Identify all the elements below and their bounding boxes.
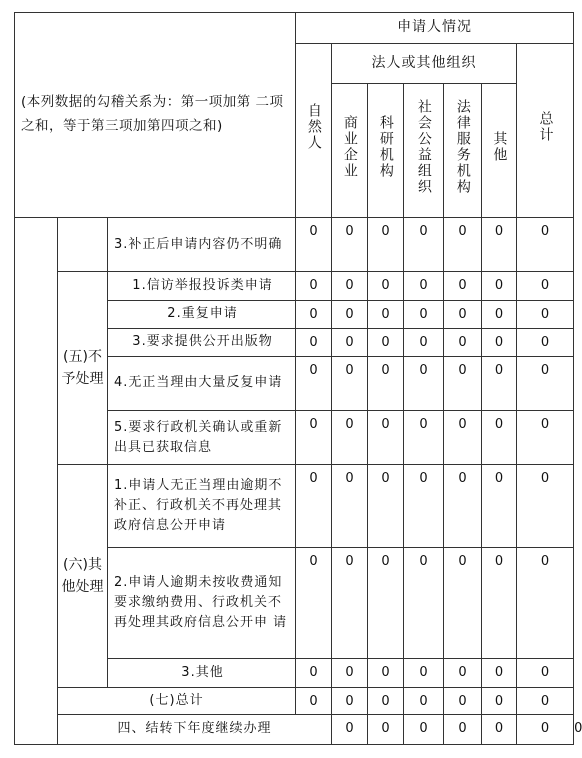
cell-value: 0 bbox=[296, 328, 332, 356]
statistics-table bbox=[14, 12, 582, 745]
row-label: 3.其他 bbox=[108, 659, 296, 687]
cell-value: 0 bbox=[517, 547, 574, 659]
cell-value: 0 bbox=[444, 465, 482, 547]
cell-value: 0 bbox=[444, 547, 482, 659]
cell-value: 0 bbox=[444, 714, 482, 744]
table-row bbox=[15, 218, 574, 272]
cell-value: 0 bbox=[404, 272, 444, 300]
cell-value: 0 bbox=[517, 714, 574, 744]
cell-value: 0 bbox=[296, 411, 332, 465]
cell-value: 0 bbox=[482, 356, 517, 410]
cell-value: 0 bbox=[482, 714, 517, 744]
cell-value: 0 bbox=[482, 328, 517, 356]
cell-value: 0 bbox=[517, 272, 574, 300]
cell-value: 0 bbox=[404, 356, 444, 410]
table-row bbox=[15, 272, 574, 300]
carry-over-label: 四、结转下年度继续办理 bbox=[58, 714, 332, 744]
cell-value: 0 bbox=[368, 218, 404, 272]
row-label: 1.申请人无正当理由逾期不补正、行政机关不再处理其政府信息公开申请 bbox=[108, 465, 296, 547]
left-blank-cell bbox=[15, 218, 58, 745]
cell-value: 0 bbox=[404, 218, 444, 272]
cell-value: 0 bbox=[296, 272, 332, 300]
cell-value: 0 bbox=[332, 659, 368, 687]
cell-value: 0 bbox=[404, 411, 444, 465]
cell-value: 0 bbox=[517, 356, 574, 410]
total-header: 总计 bbox=[517, 44, 574, 218]
cell-value: 0 bbox=[517, 659, 574, 687]
table-row: 四、结转下年度继续办理 0 0 0 0 0 0 0 bbox=[15, 714, 574, 744]
cell-value: 0 bbox=[296, 300, 332, 328]
cell-value: 0 bbox=[332, 356, 368, 410]
group-label-5: (五)不予处理 bbox=[58, 272, 108, 465]
cell-value: 0 bbox=[444, 356, 482, 410]
applicant-situation-header: 申请人情况 bbox=[296, 13, 574, 44]
legal-services-header: 法律服务机构 bbox=[444, 84, 482, 218]
cell-value: 0 bbox=[368, 659, 404, 687]
cell-value: 0 bbox=[517, 218, 574, 272]
row-label: 4.无正当理由大量反复申请 bbox=[108, 356, 296, 410]
cell-value: 0 bbox=[368, 714, 404, 744]
cell-value: 0 bbox=[482, 687, 517, 714]
cell-value: 0 bbox=[296, 465, 332, 547]
cell-value: 0 bbox=[444, 218, 482, 272]
cell-value: 0 bbox=[332, 328, 368, 356]
row-label: 2.重复申请 bbox=[108, 300, 296, 328]
cell-value: 0 bbox=[332, 218, 368, 272]
cell-value: 0 bbox=[444, 411, 482, 465]
cell-value: 0 bbox=[517, 687, 574, 714]
table-row bbox=[15, 465, 574, 547]
cell-value: 0 bbox=[332, 272, 368, 300]
cell-value: 0 bbox=[332, 714, 368, 744]
cell-value: 0 bbox=[517, 411, 574, 465]
cell-value: 0 bbox=[482, 411, 517, 465]
cell-value: 0 bbox=[444, 687, 482, 714]
cell-value: 0 bbox=[332, 547, 368, 659]
cell-value: 0 bbox=[482, 659, 517, 687]
row-label: 3.补正后申请内容仍不明确 bbox=[108, 218, 296, 272]
table-row bbox=[15, 687, 574, 714]
relation-note: (本列数据的勾稽关系为：第一项加第 二项之和，等于第三项加第四项之和) bbox=[15, 13, 296, 218]
cell-value: 0 bbox=[482, 300, 517, 328]
research-header: 科研机构 bbox=[368, 84, 404, 218]
legal-group-header: 法人或其他组织 bbox=[332, 44, 517, 84]
cell-value: 0 bbox=[368, 356, 404, 410]
row-label: 3.要求提供公开出版物 bbox=[108, 328, 296, 356]
cell-value: 0 bbox=[482, 218, 517, 272]
cell-value: 0 bbox=[404, 300, 444, 328]
cell-value: 0 bbox=[368, 547, 404, 659]
cell-value: 0 bbox=[368, 687, 404, 714]
cell-value: 0 bbox=[517, 300, 574, 328]
cell-value: 0 bbox=[404, 465, 444, 547]
cell-value: 0 bbox=[404, 547, 444, 659]
cell-value: 0 bbox=[404, 687, 444, 714]
cell-value: 0 bbox=[368, 465, 404, 547]
social-welfare-header: 社会公益组织 bbox=[404, 84, 444, 218]
cell-value: 0 bbox=[444, 300, 482, 328]
commercial-header: 商业企业 bbox=[332, 84, 368, 218]
natural-person-header: 自然人 bbox=[296, 44, 332, 218]
cell-value: 0 bbox=[368, 272, 404, 300]
cell-value: 0 bbox=[332, 687, 368, 714]
cell-value: 0 bbox=[517, 328, 574, 356]
cell-value: 0 bbox=[332, 465, 368, 547]
row-label: 1.信访举报投诉类申请 bbox=[108, 272, 296, 300]
group-label-6: (六)其他处理 bbox=[58, 465, 108, 687]
cell-value: 0 bbox=[368, 328, 404, 356]
cell-value: 0 bbox=[296, 547, 332, 659]
row-label: 2.申请人逾期未按收费通知要求缴纳费用、行政机关不再处理其政府信息公开申 请 bbox=[108, 547, 296, 659]
cell-value: 0 bbox=[296, 659, 332, 687]
cell-value: 0 bbox=[368, 300, 404, 328]
cell-value: 0 bbox=[482, 547, 517, 659]
cell-value: 0 bbox=[444, 659, 482, 687]
cell-value: 0 bbox=[404, 714, 444, 744]
cell-value: 0 bbox=[296, 687, 332, 714]
cell-value: 0 bbox=[482, 272, 517, 300]
cell-value: 0 bbox=[332, 411, 368, 465]
total-label: (七)总计 bbox=[58, 687, 296, 714]
cell-value: 0 bbox=[482, 465, 517, 547]
cell-value: 0 bbox=[296, 356, 332, 410]
cell-value: 0 bbox=[296, 218, 332, 272]
cell-value: 0 bbox=[444, 328, 482, 356]
cell-value: 0 bbox=[404, 659, 444, 687]
cell-value: 0 bbox=[368, 411, 404, 465]
other-header: 其他 bbox=[482, 84, 517, 218]
cell-value: 0 bbox=[404, 328, 444, 356]
row-label: 5.要求行政机关确认或重新出具已获取信息 bbox=[108, 411, 296, 465]
blank-group-cell bbox=[58, 218, 108, 272]
cell-value: 0 bbox=[444, 272, 482, 300]
cell-value: 0 bbox=[517, 465, 574, 547]
cell-value: 0 bbox=[332, 300, 368, 328]
